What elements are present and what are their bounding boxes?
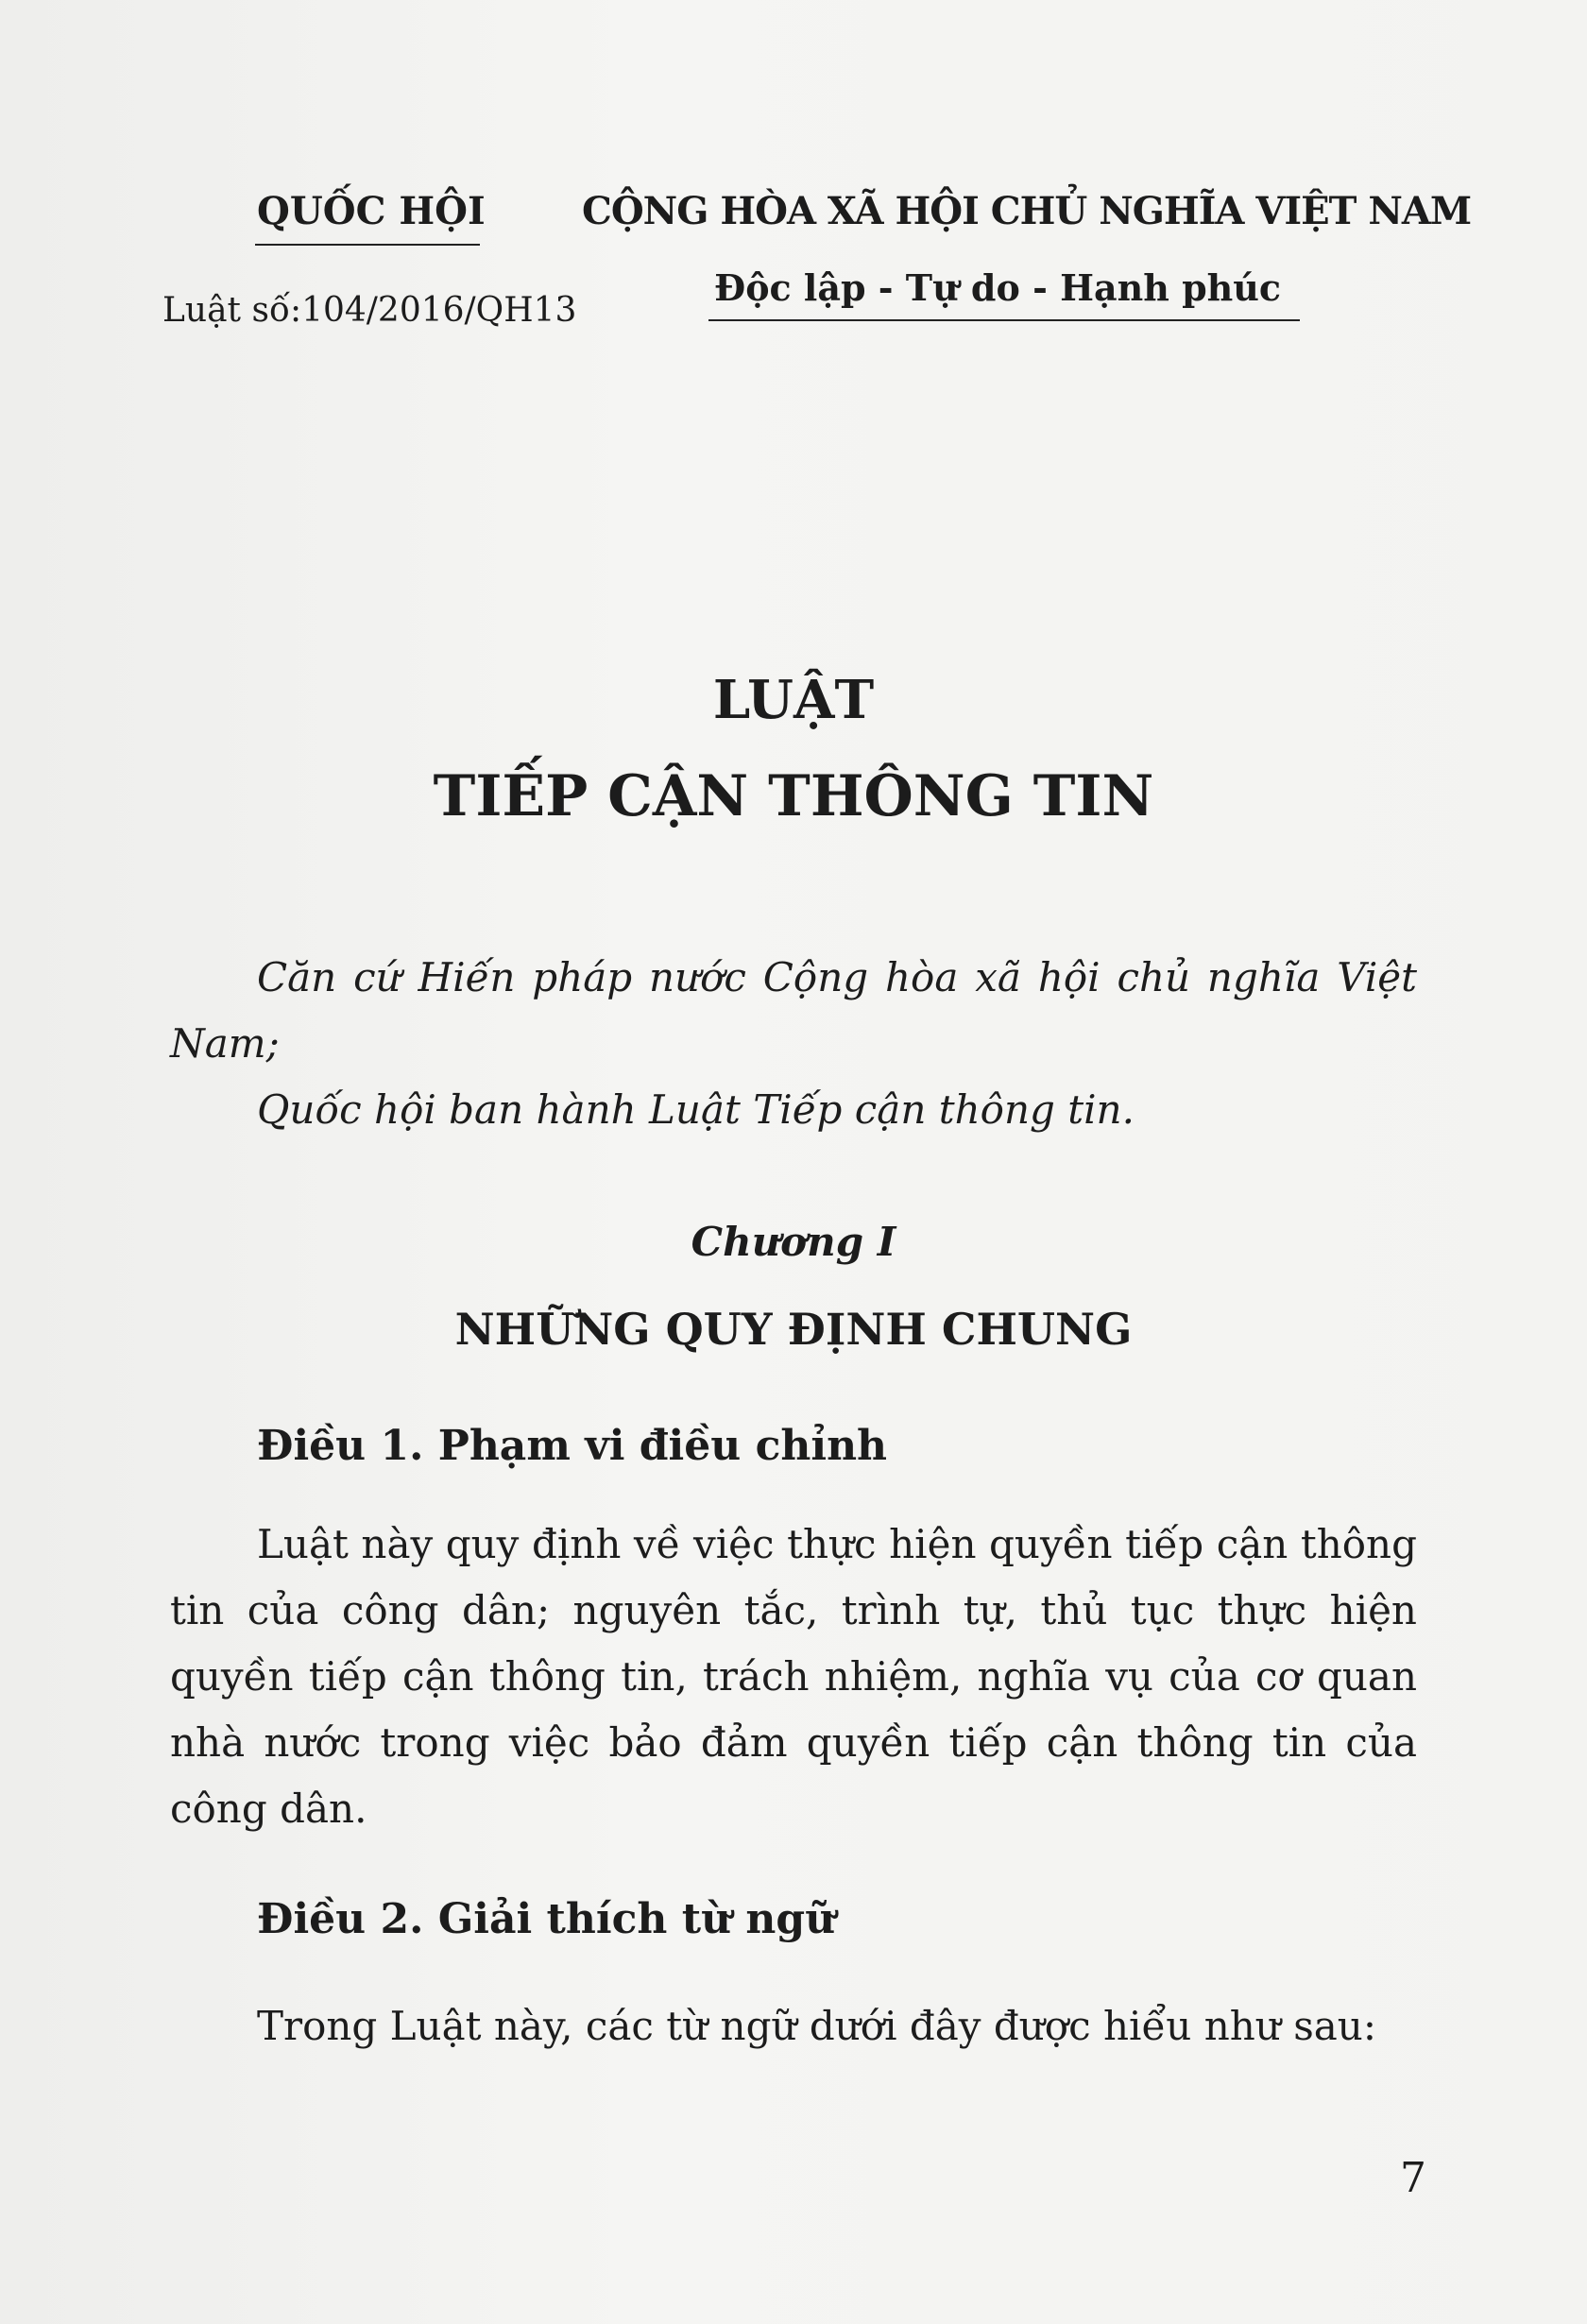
document-type-title: LUẬT — [712, 669, 875, 731]
motto-underline — [708, 319, 1300, 321]
law-title: TIẾP CẬN THÔNG TIN — [433, 763, 1154, 829]
page-number: 7 — [1400, 2154, 1426, 2202]
article-2-text: Trong Luật này, các từ ngữ dưới đây được hiểu như sau: — [257, 2003, 1376, 2049]
article-1-heading: Điều 1. Phạm vi điều chỉnh — [257, 1422, 888, 1470]
preamble-enactment: Quốc hội ban hành Luật Tiếp cận thông tin. — [257, 1086, 1135, 1133]
national-motto: Độc lập - Tự do - Hạnh phúc — [714, 266, 1282, 309]
country-name: CỘNG HÒA XÃ HỘI CHỦ NGHĨA VIỆT NAM — [582, 189, 1472, 233]
issuer-underline — [255, 244, 480, 246]
article-2-heading: Điều 2. Giải thích từ ngữ — [257, 1895, 836, 1943]
issuer-name: QUỐC HỘI — [257, 189, 486, 233]
law-number: Luật số:104/2016/QH13 — [162, 291, 577, 330]
article-1-text: Luật này quy định về việc thực hiện quyền tiếp cận thông tin của công dân; nguyên tắc, trình tự, thủ tục thực hiện quyền tiếp cận thông tin, trách nhiệm, nghĩa vụ của cơ quan nhà nước trong việc bảo đảm quyền tiếp cận thông tin của công dân. — [170, 1521, 1417, 1832]
chapter-name: NHỮNG QUY ĐỊNH CHUNG — [454, 1304, 1133, 1355]
chapter-label: Chương I — [691, 1219, 896, 1265]
preamble-basis: Căn cứ Hiến pháp nước Cộng hòa xã hội chủ nghĩa Việt Nam; — [170, 954, 1417, 1067]
